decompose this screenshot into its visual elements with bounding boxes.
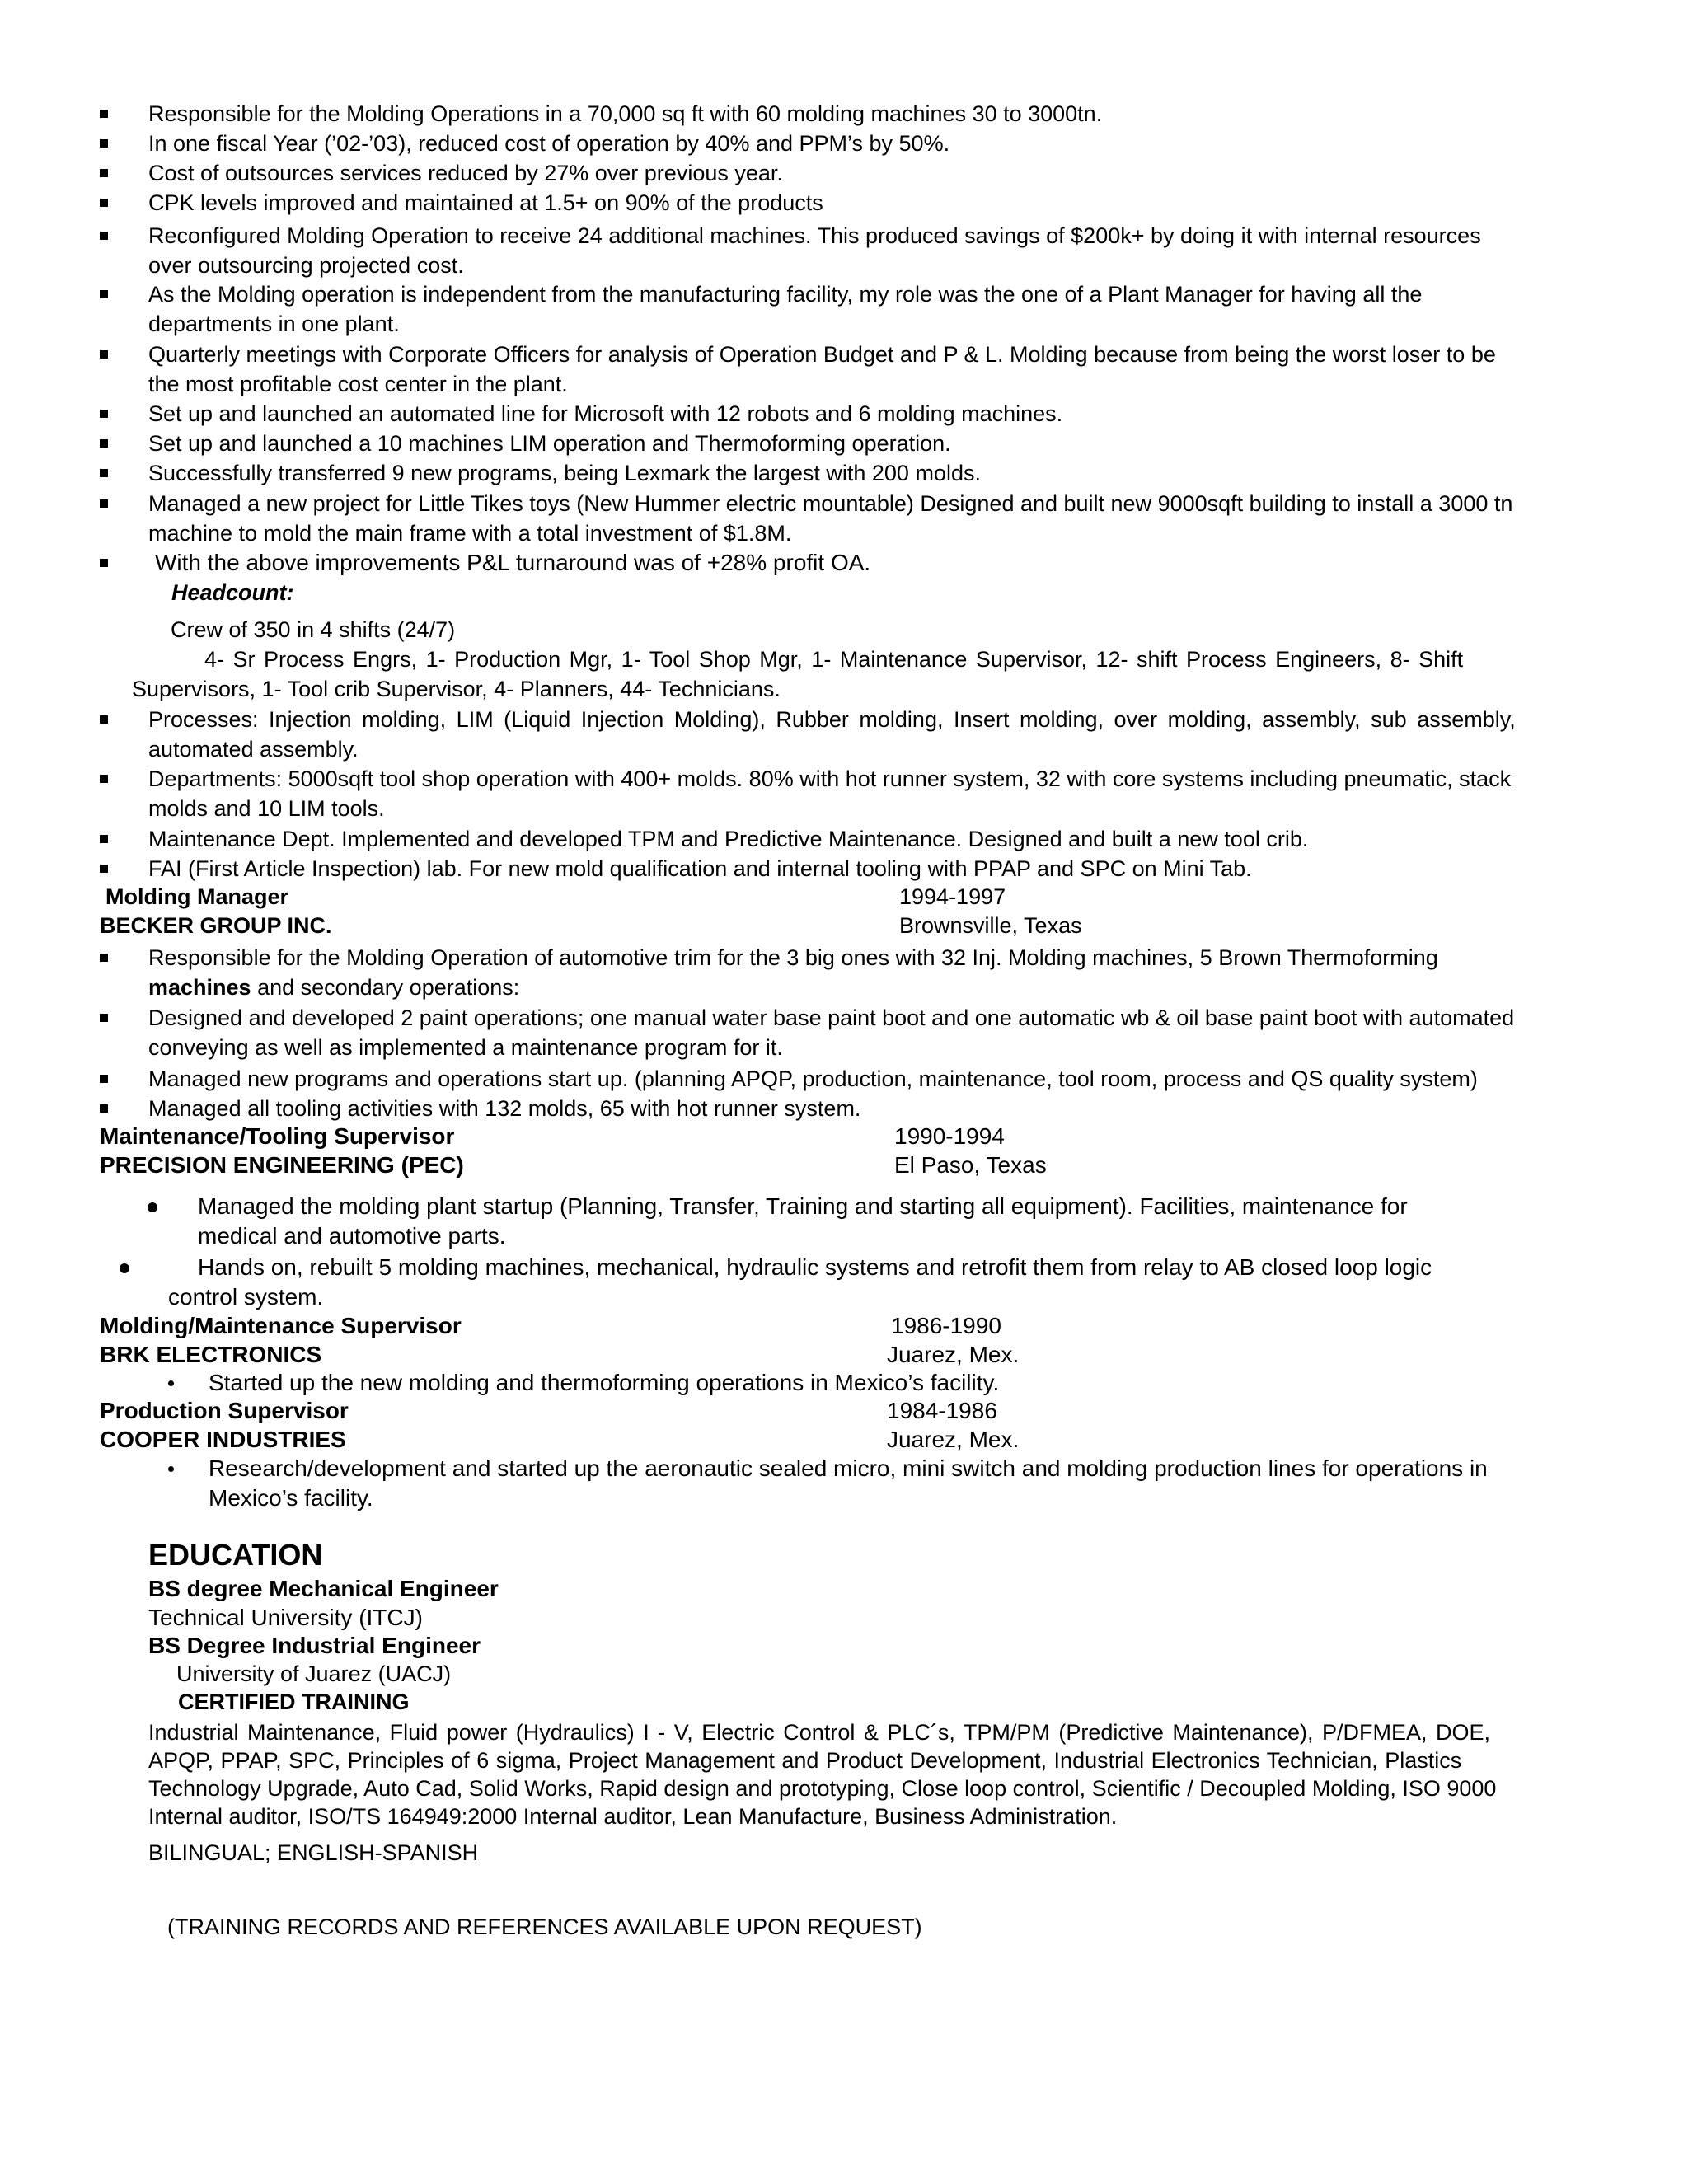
bullet-marker <box>100 110 108 118</box>
bullet-marker <box>100 715 108 724</box>
bullet-text-cont: machine to mold the main frame with a total investment of $1.8M. <box>148 521 792 546</box>
bullet-marker <box>100 469 108 477</box>
bullet-marker <box>100 954 108 962</box>
education-heading: EDUCATION <box>148 1538 323 1572</box>
job-years: 1986-1990 <box>891 1313 1001 1338</box>
bullet-text: Set up and launched an automated line for Microsoft with 12 robots and 6 molding machines. <box>148 401 1063 426</box>
bullet-text: Managed new programs and operations start up. (planning APQP, production, maintenance, tool room, process and QS quality system) <box>148 1066 1478 1091</box>
certified-training-text: Industrial Maintenance, Fluid power (Hydraulics) I - V, Electric Control & PLC´s, TPM/PM (Predictive Maintenance), P/DFMEA, DOE, <box>148 1720 1491 1745</box>
bullet-text: Managed a new project for Little Tikes toys (New Hummer electric mountable) Designed and built new 9000sqft building to install a 3000 tn <box>148 491 1513 516</box>
bold-word: machines <box>148 975 251 1000</box>
bullet-text-cont: molds and 10 LIM tools. <box>148 796 385 821</box>
bullet-marker <box>100 835 108 843</box>
job-title: Molding Manager <box>106 884 288 909</box>
bullet-text: Set up and launched a 10 machines LIM operation and Thermoforming operation. <box>148 431 951 456</box>
headcount-label: Headcount: <box>171 580 294 605</box>
bullet-text-cont: the most profitable cost center in the plant. <box>148 372 568 396</box>
bullet-text: Processes: Injection molding, LIM (Liquid Injection Molding), Rubber molding, Insert molding, over molding, assembly, sub assembly, <box>148 707 1516 732</box>
bullet-text-cont: medical and automotive parts. <box>198 1223 506 1249</box>
company-location: Juarez, Mex. <box>887 1427 1020 1452</box>
bullet-text-cont: automated assembly. <box>148 737 359 762</box>
company-name: PRECISION ENGINEERING (PEC) <box>100 1152 464 1178</box>
bullet-text: Managed the molding plant startup (Planning, Transfer, Training and starting all equipment). Facilities, maintenance for <box>198 1193 1408 1219</box>
bullet-text: Research/development and started up the aeronautic sealed micro, mini switch and molding production lines for operations in <box>209 1455 1488 1481</box>
bullet-text-cont: conveying as well as implemented a maintenance program for it. <box>148 1035 783 1060</box>
job-years: 1994-1997 <box>899 884 1006 909</box>
company-location: El Paso, Texas <box>894 1152 1047 1178</box>
bullet-text: FAI (First Article Inspection) lab. For new mold qualification and internal tooling with PPAP and SPC on Mini Tab. <box>148 856 1252 881</box>
bullet-text: Reconfigured Molding Operation to receive 24 additional machines. This produced savings of $200k+ by doing it with internal resources <box>148 223 1481 248</box>
bullet-text: Managed all tooling activities with 132 molds, 65 with hot runner system. <box>148 1096 861 1121</box>
headcount-detail: 4- Sr Process Engrs, 1- Production Mgr, 1- Tool Shop Mgr, 1- Maintenance Supervisor, 12- shift Process Engineers, 8- Shift <box>204 647 1464 672</box>
bullet-text-rest: and secondary operations: <box>251 975 520 1000</box>
bullet-text-cont <box>148 973 519 1001</box>
certified-training-text: Internal auditor, ISO/TS 164949:2000 Internal auditor, Lean Manufacture, Business Administration. <box>148 1804 1118 1829</box>
bullet-marker <box>168 1380 174 1386</box>
company-name: COOPER INDUSTRIES <box>100 1427 346 1452</box>
bullet-marker <box>100 199 108 207</box>
job-title: Production Supervisor <box>100 1398 349 1423</box>
bullet-text: Successfully transferred 9 new programs, being Lexmark the largest with 200 molds. <box>148 461 981 485</box>
bullet-marker <box>120 1263 129 1273</box>
company-name: BECKER GROUP INC. <box>100 913 332 938</box>
company-name: BRK ELECTRONICS <box>100 1342 322 1367</box>
bullet-text: Hands on, rebuilt 5 molding machines, mechanical, hydraulic systems and retrofit them from relay to AB closed loop logic <box>198 1254 1432 1280</box>
bullet-text: Started up the new molding and thermoforming operations in Mexico’s facility. <box>209 1370 1000 1395</box>
bullet-text-cont: Mexico’s facility. <box>209 1485 373 1511</box>
degree-1: BS degree Mechanical Engineer <box>148 1576 499 1601</box>
bullet-text-cont: control system. <box>168 1284 324 1310</box>
degree-2: BS Degree Industrial Engineer <box>148 1633 481 1658</box>
bullet-text: Designed and developed 2 paint operations; one manual water base paint boot and one automatic wb & oil base paint boot with automated <box>148 1005 1515 1030</box>
certified-training-text: APQP, PPAP, SPC, Principles of 6 sigma, Project Management and Product Development, Industrial Electronics Technician, Plastics <box>148 1748 1462 1773</box>
job-years: 1990-1994 <box>894 1123 1005 1149</box>
references-note: (TRAINING RECORDS AND REFERENCES AVAILABLE UPON REQUEST) <box>167 1915 922 1939</box>
bullet-text: Cost of outsources services reduced by 27% over previous year. <box>148 161 783 185</box>
bullet-text: CPK levels improved and maintained at 1.5+ on 90% of the products <box>148 190 823 215</box>
bullet-text: Responsible for the Molding Operations in a 70,000 sq ft with 60 molding machines 30 to 3000tn. <box>148 101 1103 126</box>
bullet-text-cont: departments in one plant. <box>148 312 400 336</box>
bullet-marker <box>100 1014 108 1022</box>
bullet-marker <box>100 290 108 298</box>
bullet-marker <box>100 350 108 359</box>
bullet-text: As the Molding operation is independent from the manufacturing facility, my role was the one of a Plant Manager for having all the <box>148 282 1423 307</box>
bullet-marker <box>168 1466 174 1472</box>
bullet-marker <box>100 775 108 783</box>
school-1: Technical University (ITCJ) <box>148 1605 423 1630</box>
company-location: Brownsville, Texas <box>899 913 1082 938</box>
headcount-crew: Crew of 350 in 4 shifts (24/7) <box>171 617 456 642</box>
bullet-marker <box>100 169 108 177</box>
bullet-marker <box>100 139 108 148</box>
bullet-marker <box>100 559 108 567</box>
school-2: University of Juarez (UACJ) <box>176 1661 452 1686</box>
bullet-marker <box>100 499 108 508</box>
bullet-text: With the above improvements P&L turnaround was of +28% profit OA. <box>155 550 871 575</box>
company-location: Juarez, Mex. <box>887 1342 1020 1367</box>
bullet-text: Responsible for the Molding Operation of automotive trim for the 3 big ones with 32 Inj. Molding machines, 5 Brown Thermoforming <box>148 945 1438 970</box>
bullet-marker <box>100 232 108 240</box>
bullet-text: Departments: 5000sqft tool shop operation with 400+ molds. 80% with hot runner system, 32 with core systems including pneumatic, stack <box>148 766 1512 791</box>
job-years: 1984-1986 <box>887 1398 997 1423</box>
bilingual-note: BILINGUAL; ENGLISH-SPANISH <box>148 1840 479 1865</box>
bullet-marker <box>100 1075 108 1083</box>
bullet-marker <box>100 439 108 448</box>
headcount-detail-cont: Supervisors, 1- Tool crib Supervisor, 4- Planners, 44- Technicians. <box>132 677 781 701</box>
bullet-text: In one fiscal Year (’02-’03), reduced cost of operation by 40% and PPM’s by 50%. <box>148 131 950 156</box>
bullet-text: Maintenance Dept. Implemented and developed TPM and Predictive Maintenance. Designed and built a new tool crib. <box>148 827 1309 851</box>
bullet-marker <box>100 1104 108 1113</box>
job-title: Molding/Maintenance Supervisor <box>100 1313 462 1338</box>
certified-training-text: Technology Upgrade, Auto Cad, Solid Works, Rapid design and prototyping, Close loop control, Scientific / Decoupled Molding, ISO 9000 <box>148 1776 1497 1801</box>
bullet-marker <box>100 410 108 418</box>
job-title: Maintenance/Tooling Supervisor <box>100 1123 455 1149</box>
bullet-marker <box>148 1202 157 1212</box>
bullet-marker <box>100 865 108 873</box>
bullet-text: Quarterly meetings with Corporate Officers for analysis of Operation Budget and P & L. Molding because from being the worst loser to be <box>148 342 1496 367</box>
certified-training-heading: CERTIFIED TRAINING <box>178 1690 410 1714</box>
bullet-text-cont: over outsourcing projected cost. <box>148 253 464 278</box>
